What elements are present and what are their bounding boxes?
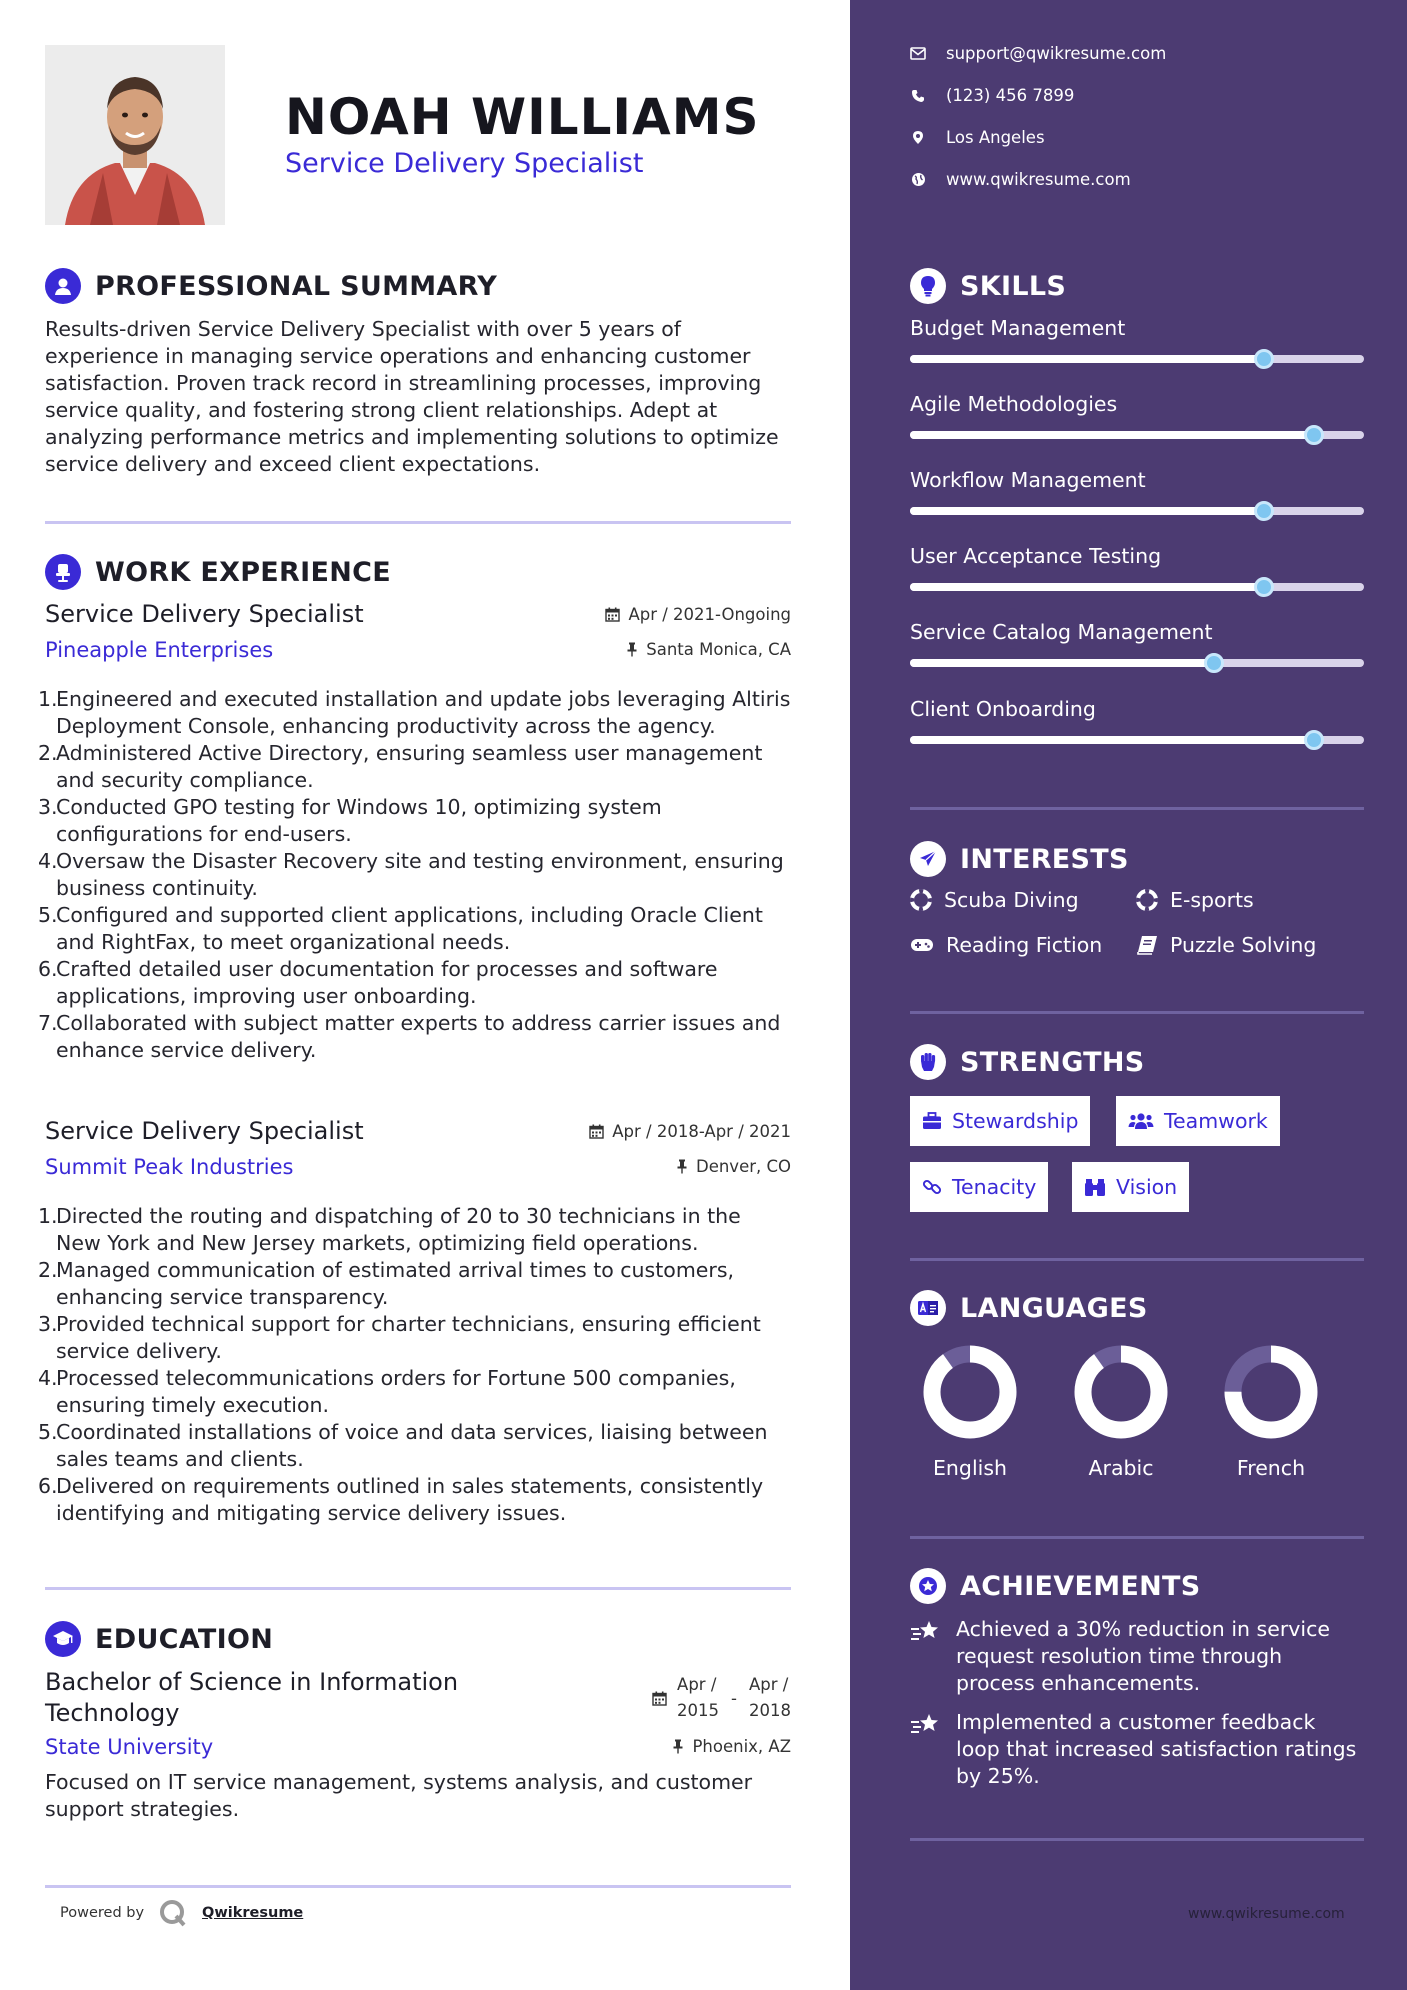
- raised-fist-icon: [910, 1044, 946, 1080]
- job-bullets: [38, 686, 791, 1064]
- language-ring: [1073, 1344, 1169, 1440]
- language-icon: [910, 1290, 946, 1326]
- job-company: Summit Peak Industries: [45, 1155, 294, 1179]
- powered-by-label: Powered by: [60, 1905, 145, 1921]
- education-location-text: Phoenix, AZ: [692, 1737, 791, 1756]
- qwikresume-logo-icon: [158, 1898, 188, 1928]
- gamepad-icon: [910, 937, 934, 953]
- skill-track: [910, 659, 1364, 667]
- skills-heading-label: SKILLS: [960, 270, 1067, 302]
- candidate-name: NOAH WILLIAMS: [285, 88, 760, 146]
- interest-item: [910, 888, 1079, 912]
- skill-item: [910, 468, 1364, 515]
- language-item: [1211, 1344, 1331, 1480]
- users-icon: [1128, 1112, 1154, 1130]
- education-entry: [45, 1667, 791, 1823]
- job-date-text: Apr / 2018-Apr / 2021: [612, 1122, 791, 1141]
- book-icon: [1136, 935, 1158, 955]
- list-item: 1. Engineered and executed installation and update jobs leveraging Altiris Deployment Console, enhancing productivity across the agency.: [38, 687, 791, 738]
- education-date: [652, 1667, 791, 1729]
- phone-icon: [910, 88, 926, 104]
- skill-track: [910, 431, 1364, 439]
- job-company: Pineapple Enterprises: [45, 638, 274, 662]
- skill-track: [910, 736, 1364, 744]
- divider: [910, 1838, 1364, 1841]
- shooting-star-icon: [910, 1711, 942, 1737]
- achievement-text: Achieved a 30% reduction in service request resolution time through process enhancements.: [956, 1617, 1330, 1695]
- job-date: [589, 1122, 791, 1141]
- shooting-star-icon: [910, 1618, 942, 1644]
- job-location-text: Denver, CO: [695, 1157, 791, 1176]
- summary-heading: [45, 268, 497, 304]
- skill-fill: [910, 507, 1264, 515]
- language-name: Arabic: [1088, 1456, 1154, 1480]
- divider: [910, 807, 1364, 810]
- map-marker-icon: [910, 130, 926, 146]
- languages-heading: [910, 1290, 1148, 1326]
- achievement-item: [910, 1616, 1364, 1697]
- job-entry: [38, 600, 791, 1064]
- skill-item: [910, 620, 1364, 667]
- summary-heading-label: PROFESSIONAL SUMMARY: [95, 270, 498, 302]
- skill-track: [910, 507, 1364, 515]
- contact-website[interactable]: [910, 170, 1131, 189]
- job-title: Service Delivery Specialist: [45, 1117, 364, 1145]
- list-item: 1. Directed the routing and dispatching of 20 to 30 technicians in the New York and New Jersey markets, optimizing field operations.: [38, 1204, 741, 1255]
- skill-item: [910, 316, 1364, 363]
- interest-item: [1136, 888, 1254, 912]
- education-location: [672, 1737, 791, 1756]
- strengths-heading: [910, 1044, 1145, 1080]
- footer-site[interactable]: www.qwikresume.com: [1188, 1906, 1345, 1922]
- divider: [45, 521, 791, 524]
- star-badge-icon: [910, 1568, 946, 1604]
- interest-label: Reading Fiction: [946, 933, 1103, 957]
- divider: [45, 1885, 791, 1888]
- skill-knob: [1254, 349, 1274, 369]
- skill-fill: [910, 431, 1314, 439]
- language-ring: [922, 1344, 1018, 1440]
- school: State University: [45, 1735, 214, 1759]
- list-item: 3. Conducted GPO testing for Windows 10, optimizing system configurations for end-users.: [38, 795, 662, 846]
- link-icon: [922, 1177, 942, 1197]
- skill-name: Agile Methodologies: [910, 392, 1118, 416]
- education-description: Focused on IT service management, systems analysis, and customer support strategies.: [45, 1770, 753, 1821]
- profile-photo: [45, 45, 225, 225]
- strength-badge: [910, 1096, 1090, 1146]
- interest-label: Puzzle Solving: [1170, 933, 1317, 957]
- strength-label: Tenacity: [952, 1175, 1037, 1199]
- skill-track: [910, 583, 1364, 591]
- globe-icon: [910, 172, 926, 188]
- divider: [910, 1536, 1364, 1539]
- job-entry: [38, 1117, 791, 1527]
- achievements-heading-label: ACHIEVEMENTS: [960, 1570, 1201, 1602]
- interest-label: Scuba Diving: [944, 888, 1079, 912]
- skill-name: Client Onboarding: [910, 697, 1096, 721]
- lightbulb-icon: [910, 268, 946, 304]
- calendar-icon: [652, 1691, 667, 1706]
- summary-text: Results-driven Service Delivery Specialist with over 5 years of experience in managing service operations and enhancing customer satisfaction. Proven track record in streamlining processes, improving service quality, and fostering strong client relationships. Adept at analyzing performance metrics and implementing solutions to optimize service delivery and exceed client expectations.: [45, 317, 779, 476]
- calendar-icon: [589, 1124, 604, 1139]
- job-location-text: Santa Monica, CA: [646, 640, 791, 659]
- interest-label: E-sports: [1170, 888, 1254, 912]
- life-ring-icon: [1136, 889, 1158, 911]
- list-item: 5. Coordinated installations of voice and data services, liaising between sales teams and clients.: [38, 1420, 768, 1471]
- job-date: [605, 605, 791, 624]
- envelope-icon: [910, 46, 926, 62]
- contact-location-text: Los Angeles: [946, 128, 1045, 147]
- list-item: 6. Delivered on requirements outlined in sales statements, consistently identifying and mitigating service delivery issues.: [38, 1474, 764, 1525]
- contact-email-text: support@qwikresume.com: [946, 44, 1167, 63]
- contact-phone-text: (123) 456 7899: [946, 86, 1075, 105]
- interests-heading-label: INTERESTS: [960, 843, 1129, 875]
- strength-badge: [1116, 1096, 1280, 1146]
- skill-name: Workflow Management: [910, 468, 1146, 492]
- pin-icon: [626, 642, 638, 657]
- list-item: 3. Provided technical support for charter technicians, ensuring efficient service delivery.: [38, 1312, 761, 1363]
- achievement-text: Implemented a customer feedback loop that increased satisfaction ratings by 25%.: [956, 1710, 1357, 1788]
- candidate-title: Service Delivery Specialist: [285, 148, 644, 179]
- education-heading: [45, 1621, 273, 1657]
- job-title: Service Delivery Specialist: [45, 600, 364, 628]
- footer-powered: [60, 1898, 303, 1928]
- contact-email[interactable]: [910, 44, 1166, 63]
- strength-label: Vision: [1116, 1175, 1178, 1199]
- education-end: Apr / 2018: [749, 1675, 791, 1720]
- language-item: [1061, 1344, 1181, 1480]
- list-item: 7. Collaborated with subject matter experts to address carrier issues and enhance service delivery.: [38, 1011, 781, 1062]
- experience-heading-label: WORK EXPERIENCE: [95, 556, 391, 588]
- date-separator: -: [731, 1688, 737, 1708]
- skill-knob: [1254, 577, 1274, 597]
- divider: [910, 1011, 1364, 1014]
- list-item: 2. Administered Active Directory, ensuring seamless user management and security compliance.: [38, 741, 763, 792]
- strength-label: Teamwork: [1164, 1109, 1268, 1133]
- language-name: French: [1236, 1456, 1306, 1480]
- degree: Bachelor of Science in Information Technology: [45, 1668, 459, 1727]
- user-icon: [45, 268, 81, 304]
- skill-fill: [910, 355, 1264, 363]
- binoculars-icon: [1084, 1177, 1106, 1197]
- job-date-text: Apr / 2021-Ongoing: [628, 605, 791, 624]
- strength-badge: [1072, 1162, 1189, 1212]
- skill-item: [910, 544, 1364, 591]
- language-item: [910, 1344, 1030, 1480]
- education-start: Apr / 2015: [677, 1675, 720, 1720]
- skill-knob: [1304, 730, 1324, 750]
- pin-icon: [676, 1159, 688, 1174]
- strength-label: Stewardship: [952, 1109, 1079, 1133]
- skill-fill: [910, 583, 1264, 591]
- skills-heading: [910, 268, 1066, 304]
- skill-name: User Acceptance Testing: [910, 544, 1162, 568]
- skill-track: [910, 355, 1364, 363]
- experience-heading: [45, 554, 391, 590]
- calendar-icon: [605, 607, 620, 622]
- qwikresume-link[interactable]: Qwikresume: [202, 1905, 304, 1921]
- education-heading-label: EDUCATION: [95, 1623, 274, 1655]
- contact-phone[interactable]: [910, 86, 1074, 105]
- contact-website-text: www.qwikresume.com: [946, 170, 1131, 189]
- divider: [45, 1587, 791, 1590]
- life-ring-icon: [910, 889, 932, 911]
- list-item: 2. Managed communication of estimated arrival times to customers, enhancing service transparency.: [38, 1258, 735, 1309]
- skill-knob: [1304, 425, 1324, 445]
- language-ring: [1223, 1344, 1319, 1440]
- interest-item: [1136, 933, 1316, 957]
- languages-heading-label: LANGUAGES: [960, 1292, 1148, 1324]
- list-item: 4. Processed telecommunications orders for Fortune 500 companies, ensuring timely execution.: [38, 1366, 736, 1417]
- list-item: 4. Oversaw the Disaster Recovery site and testing environment, ensuring business continuity.: [38, 849, 784, 900]
- list-item: 6. Crafted detailed user documentation for processes and software applications, improving user onboarding.: [38, 957, 718, 1008]
- interests-heading: [910, 841, 1129, 877]
- skill-fill: [910, 659, 1214, 667]
- skill-item: [910, 697, 1364, 744]
- list-item: 5. Configured and supported client applications, including Oracle Client and RightFax, to meet organizational needs.: [38, 903, 763, 954]
- skill-name: Service Catalog Management: [910, 620, 1213, 644]
- skill-knob: [1254, 501, 1274, 521]
- paper-plane-icon: [910, 841, 946, 877]
- office-chair-icon: [45, 554, 81, 590]
- pin-icon: [672, 1739, 684, 1754]
- strengths-heading-label: STRENGTHS: [960, 1046, 1145, 1078]
- skill-item: [910, 392, 1364, 439]
- divider: [910, 1258, 1364, 1261]
- briefcase-icon: [922, 1112, 942, 1130]
- language-name: English: [932, 1456, 1008, 1480]
- skill-fill: [910, 736, 1314, 744]
- achievements-heading: [910, 1568, 1201, 1604]
- strength-badge: [910, 1162, 1048, 1212]
- achievement-item: [910, 1709, 1364, 1790]
- graduation-cap-icon: [45, 1621, 81, 1657]
- job-location: [626, 640, 791, 659]
- interest-item: [910, 933, 1102, 957]
- contact-location: [910, 128, 1045, 147]
- skill-name: Budget Management: [910, 316, 1126, 340]
- job-bullets: [38, 1203, 791, 1527]
- job-location: [676, 1157, 791, 1176]
